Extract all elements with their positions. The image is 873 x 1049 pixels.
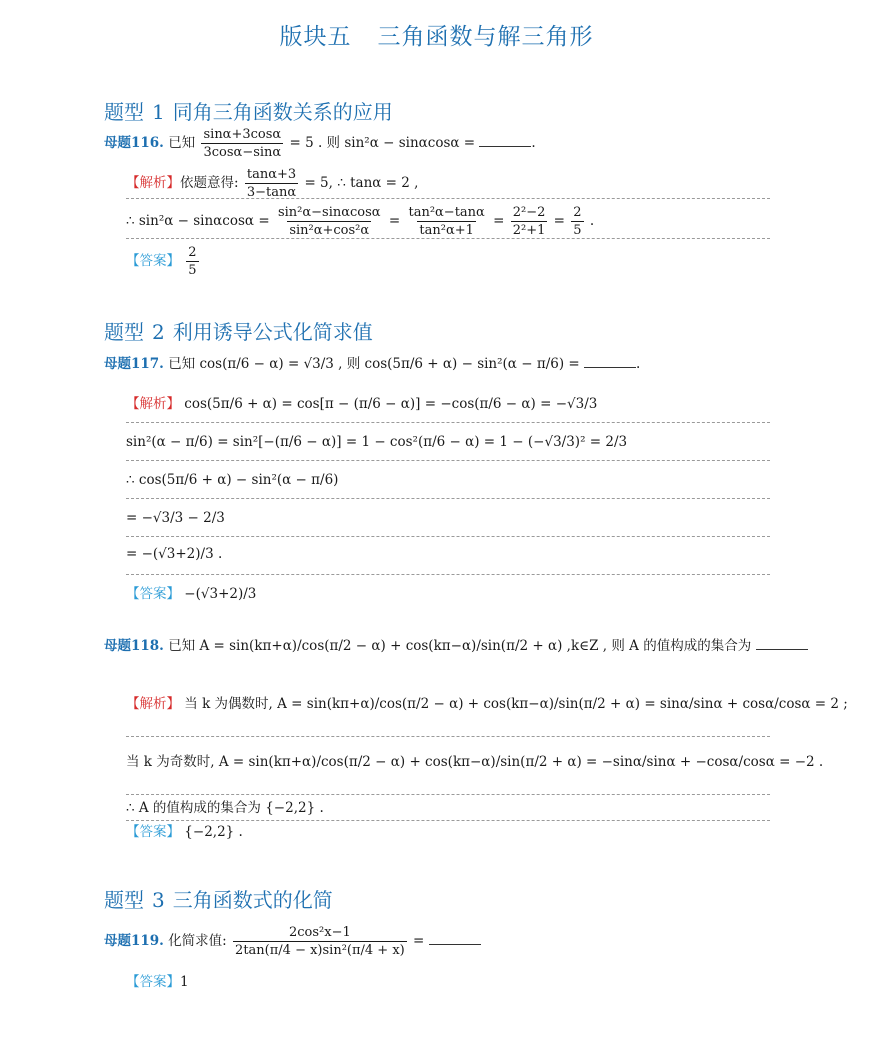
answer-tag: 【答案】 — [126, 824, 180, 840]
answer-117: 【答案】 −(√3+2)/3 — [126, 586, 257, 602]
divider — [126, 820, 770, 821]
fraction: $\frac{2}{5}$ — [188, 245, 197, 278]
solution-116-line2: ∴ sin²α − sinαcosα = $\frac{\text{sin²α−sinαcosα}}{\text{sin²α+cos²α}}$ = $\frac{\text{tan²α−tanα}}{\text{tan²α+1}}$ = $\frac{\text{2²−2}}{\text{2²+1}}$ = $\frac{2}{5}$ . — [126, 205, 595, 238]
answer-118: 【答案】 {−2,2} . — [126, 824, 243, 840]
problem-label: 母题116. — [104, 135, 164, 151]
fraction: $\frac{\text{tan²α−tanα}}{\text{tan²α+1}}$ — [408, 205, 485, 238]
problem-label: 母题117. — [104, 356, 164, 372]
jiexi-tag: 【解析】 — [126, 396, 180, 412]
solution-117-line2: sin²(α − π/6) = sin²[−(π/6 − α)] = 1 − cos²(π/6 − α) = 1 − (−√3/3)² = 2/3 — [126, 434, 628, 450]
divider — [126, 238, 770, 239]
fraction: $\frac{\sin\alpha+3\cos\alpha}{3\cos\alpha-\sin\alpha}$ — [203, 127, 282, 160]
divider — [126, 736, 770, 737]
answer-tag: 【答案】 — [126, 974, 180, 990]
solution-118-line1: 【解析】 当 k 为偶数时, A = sin(kπ+α)/cos(π/2 − α) + cos(kπ−α)/sin(π/2 + α) = sinα/sinα + cosα/cosα = 2 ; — [126, 696, 848, 712]
problem-117: 母题117. 已知 cos(π/6 − α) = √3/3 , 则 cos(5π/6 + α) − sin²(α − π/6) = . — [104, 356, 641, 372]
divider — [126, 422, 770, 423]
answer-tag: 【答案】 — [126, 586, 180, 602]
title-part2: 三角函数与解三角形 — [377, 24, 594, 50]
divider — [126, 198, 770, 199]
answer-116 — [126, 244, 201, 279]
section-heading-1: 题型 1 同角三角函数关系的应用 — [104, 100, 393, 124]
title-part1: 版块五 — [279, 24, 352, 50]
answer-blank — [429, 932, 481, 945]
answer-tag: 【答案】 — [126, 253, 180, 269]
problem-116: 母题116. 已知 $\frac{\sin\alpha+3\cos\alpha}{3\cos\alpha-\sin\alpha}$ = 5 . 则 sin²α − sinαcosα = . — [104, 127, 536, 160]
fraction: $\frac{2}{5}$ — [573, 205, 582, 238]
fraction: $\frac{\text{2²−2}}{\text{2²+1}}$ — [512, 205, 546, 238]
divider — [126, 460, 770, 461]
fraction: $\frac{\tan\alpha+3}{3-\tan\alpha}$ — [246, 167, 297, 200]
answer-blank — [756, 637, 808, 650]
solution-117-line3: ∴ cos(5π/6 + α) − sin²(α − π/6) — [126, 472, 339, 488]
section-heading-3: 题型 3 三角函数式的化简 — [104, 888, 333, 912]
problem-119: 母题119. 化简求值: $\frac{\text{2cos²x−1}}{\text{2tan(π/4 − x)sin²(π/4 + x)}}$ = — [104, 924, 481, 959]
problem-label: 母题119. — [104, 933, 164, 949]
problem-118: 母题118. 已知 A = sin(kπ+α)/cos(π/2 − α) + cos(kπ−α)/sin(π/2 + α) ,k∈Z , 则 A 的值构成的集合为 — [104, 636, 808, 656]
solution-118-line3: ∴ A 的值构成的集合为 {−2,2} . — [126, 800, 324, 816]
jiexi-tag: 【解析】 — [126, 175, 180, 191]
section-heading-2: 题型 2 利用诱导公式化简求值 — [104, 320, 373, 344]
solution-117-line4: = −√3/3 − 2/3 — [126, 510, 225, 526]
solution-118-line2: 当 k 为奇数时, A = sin(kπ+α)/cos(π/2 − α) + cos(kπ−α)/sin(π/2 + α) = −sinα/sinα + −cosα/cosα = −2 . — [126, 754, 824, 770]
answer-119: 【答案】1 — [126, 974, 189, 990]
page-title — [0, 18, 873, 51]
solution-116-line1: 【解析】依题意得: $\frac{\tan\alpha+3}{3-\tan\alpha}$ = 5, ∴ tanα = 2 , — [126, 167, 419, 200]
divider — [126, 794, 770, 795]
answer-blank — [584, 355, 636, 368]
answer-blank — [479, 134, 531, 147]
fraction: $\frac{\text{sin²α−sinαcosα}}{\text{sin²α+cos²α}}$ — [277, 205, 381, 238]
divider — [126, 498, 770, 499]
divider — [126, 536, 770, 537]
problem-label: 母题118. — [104, 638, 164, 654]
solution-117-line1: 【解析】 cos(5π/6 + α) = cos[π − (π/6 − α)] = −cos(π/6 − α) = −√3/3 — [126, 396, 598, 412]
solution-117-line5: = −(√3+2)/3 . — [126, 546, 223, 562]
fraction: $\frac{\text{2cos²x−1}}{\text{2tan(π/4 − x)sin²(π/4 + x)}}$ — [235, 925, 405, 958]
divider — [126, 574, 770, 575]
jiexi-tag: 【解析】 — [126, 696, 180, 712]
